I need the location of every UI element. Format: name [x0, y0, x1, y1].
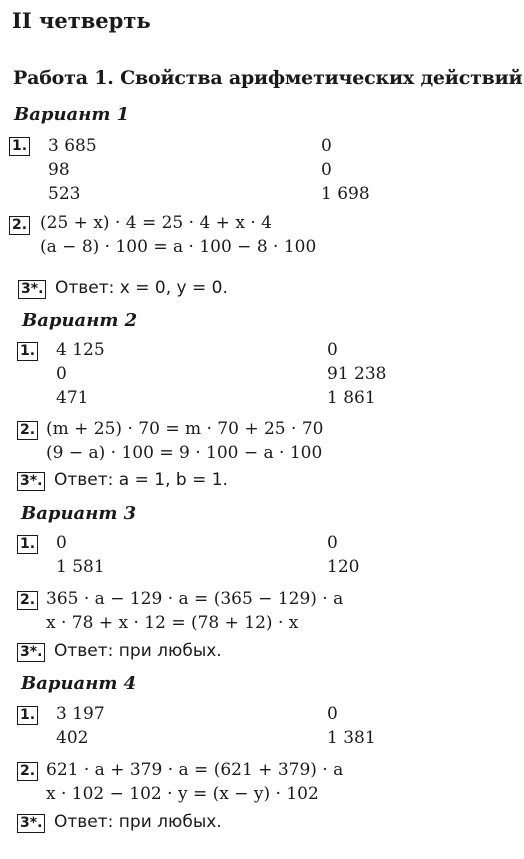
task-2-label: 2.: [17, 591, 38, 610]
work-title: Работа 1. Свойства арифметических действий: [13, 67, 523, 89]
task-1-right-value: 0: [327, 704, 338, 724]
task-2-equation: (a − 8) · 100 = a · 100 − 8 · 100: [40, 237, 317, 257]
variant-4-title: Вариант 4: [21, 673, 137, 694]
task-1-right-value: 0: [321, 136, 332, 156]
task-1-left-value: 0: [56, 364, 67, 384]
task-1-left-value: 3 685: [48, 136, 97, 156]
task-2-equation: x · 102 − 102 · y = (x − y) · 102: [46, 784, 319, 804]
task-1-right-value: 1 861: [327, 388, 376, 408]
task-2-equation: (9 − a) · 100 = 9 · 100 − a · 100: [46, 443, 323, 463]
variant-3-title: Вариант 3: [21, 503, 137, 524]
task-1-left-value: 471: [56, 388, 89, 408]
task-1-label: 1.: [17, 706, 38, 725]
task-1-label: 1.: [9, 137, 30, 156]
task-1-label: 1.: [17, 342, 38, 361]
task-3-answer: Ответ: при любых.: [54, 641, 222, 661]
task-1-right-value: 1 381: [327, 728, 376, 748]
task-1-left-value: 1 581: [56, 557, 105, 577]
task-1-left-value: 4 125: [56, 340, 105, 360]
task-1-right-value: 0: [327, 533, 338, 553]
quarter-title: II четверть: [12, 8, 151, 33]
variant-1-title: Вариант 1: [14, 104, 130, 125]
task-1-right-value: 0: [321, 160, 332, 180]
task-1-left-value: 3 197: [56, 704, 105, 724]
task-2-label: 2.: [17, 762, 38, 781]
task-1-right-value: 120: [327, 557, 360, 577]
task-1-left-value: 0: [56, 533, 67, 553]
task-3-label: 3*.: [17, 814, 45, 833]
task-3-label: 3*.: [17, 472, 45, 491]
task-2-equation: 365 · a − 129 · a = (365 − 129) · a: [46, 589, 344, 609]
task-1-left-value: 402: [56, 728, 89, 748]
task-2-equation: 621 · a + 379 · a = (621 + 379) · a: [46, 760, 344, 780]
variant-2-title: Вариант 2: [22, 310, 138, 331]
task-3-answer: Ответ: x = 0, y = 0.: [55, 278, 228, 298]
task-1-left-value: 98: [48, 160, 70, 180]
task-3-answer: Ответ: a = 1, b = 1.: [54, 470, 228, 490]
task-2-equation: x · 78 + x · 12 = (78 + 12) · x: [46, 613, 299, 633]
task-3-label: 3*.: [18, 280, 46, 299]
task-3-label: 3*.: [17, 643, 45, 662]
task-2-equation: (25 + x) · 4 = 25 · 4 + x · 4: [40, 213, 272, 233]
task-1-right-value: 0: [327, 340, 338, 360]
task-3-answer: Ответ: при любых.: [54, 812, 222, 832]
task-2-label: 2.: [9, 216, 30, 235]
task-1-right-value: 91 238: [327, 364, 387, 384]
task-2-label: 2.: [17, 421, 38, 440]
task-1-label: 1.: [17, 535, 38, 554]
task-1-left-value: 523: [48, 184, 81, 204]
task-2-equation: (m + 25) · 70 = m · 70 + 25 · 70: [46, 419, 324, 439]
task-1-right-value: 1 698: [321, 184, 370, 204]
